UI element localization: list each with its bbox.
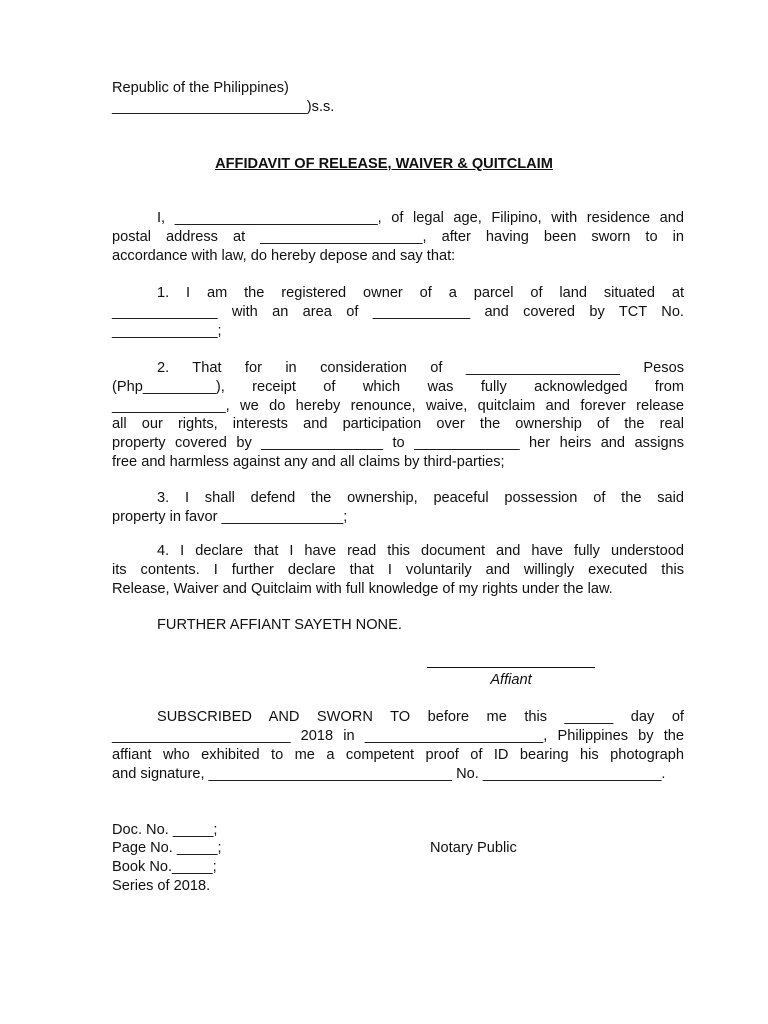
republic-heading: Republic of the Philippines) bbox=[112, 80, 289, 96]
para2-line-4: all our rights, interests and participation over the ownership of the real bbox=[112, 416, 684, 432]
intro-line-2: postal address at ____________________, after having been sworn to in bbox=[112, 229, 684, 245]
venue-ss-line: ________________________)s.s. bbox=[112, 99, 335, 115]
para2-line-1: 2. That for in consideration of ___________________ Pesos bbox=[157, 360, 684, 376]
book-no: Book No._____; bbox=[112, 859, 217, 875]
para1-line-2: _____________ with an area of ____________ and covered by TCT No. bbox=[112, 304, 684, 320]
para2-line-5: property covered by _______________ to _____________ her heirs and assigns bbox=[112, 435, 684, 451]
doc-no: Doc. No. _____; bbox=[112, 822, 218, 838]
affiant-signature-line bbox=[427, 667, 595, 668]
intro-line-3: accordance with law, do hereby depose and say that: bbox=[112, 248, 456, 264]
para1-line-1: 1. I am the registered owner of a parcel of land situated at bbox=[157, 285, 684, 301]
series-year: Series of 2018. bbox=[112, 878, 211, 894]
jurat-line-1: SUBSCRIBED AND SWORN TO before me this ______ day of bbox=[157, 709, 684, 725]
affiant-label: Affiant bbox=[490, 672, 532, 688]
para4-line-3: Release, Waiver and Quitclaim with full knowledge of my rights under the law. bbox=[112, 581, 613, 597]
document-title: AFFIDAVIT OF RELEASE, WAIVER & QUITCLAIM bbox=[215, 156, 553, 172]
notary-public-label: Notary Public bbox=[430, 840, 517, 856]
para1-line-3: _____________; bbox=[112, 323, 222, 339]
jurat-line-2: ______________________ 2018 in ______________________, Philippines by the bbox=[112, 728, 684, 744]
jurat-line-3: affiant who exhibited to me a competent proof of ID bearing his photograph bbox=[112, 747, 684, 763]
para2-line-2: (Php_________), receipt of which was fully acknowledged from bbox=[112, 379, 684, 395]
para3-line-1: 3. I shall defend the ownership, peaceful possession of the said bbox=[157, 490, 684, 506]
jurat-line-4: and signature, ______________________________ No. ______________________. bbox=[112, 766, 666, 782]
intro-line-1: I, _________________________, of legal age, Filipino, with residence and bbox=[157, 210, 684, 226]
page-no: Page No. _____; bbox=[112, 840, 222, 856]
further-affiant-statement: FURTHER AFFIANT SAYETH NONE. bbox=[157, 617, 402, 633]
para4-line-2: its contents. I further declare that I voluntarily and willingly executed this bbox=[112, 562, 684, 578]
para3-line-2: property in favor _______________; bbox=[112, 509, 348, 525]
para2-line-6: free and harmless against any and all claims by third-parties; bbox=[112, 454, 505, 470]
para2-line-3: ______________, we do hereby renounce, waive, quitclaim and forever release bbox=[112, 398, 684, 414]
para4-line-1: 4. I declare that I have read this document and have fully understood bbox=[157, 543, 684, 559]
